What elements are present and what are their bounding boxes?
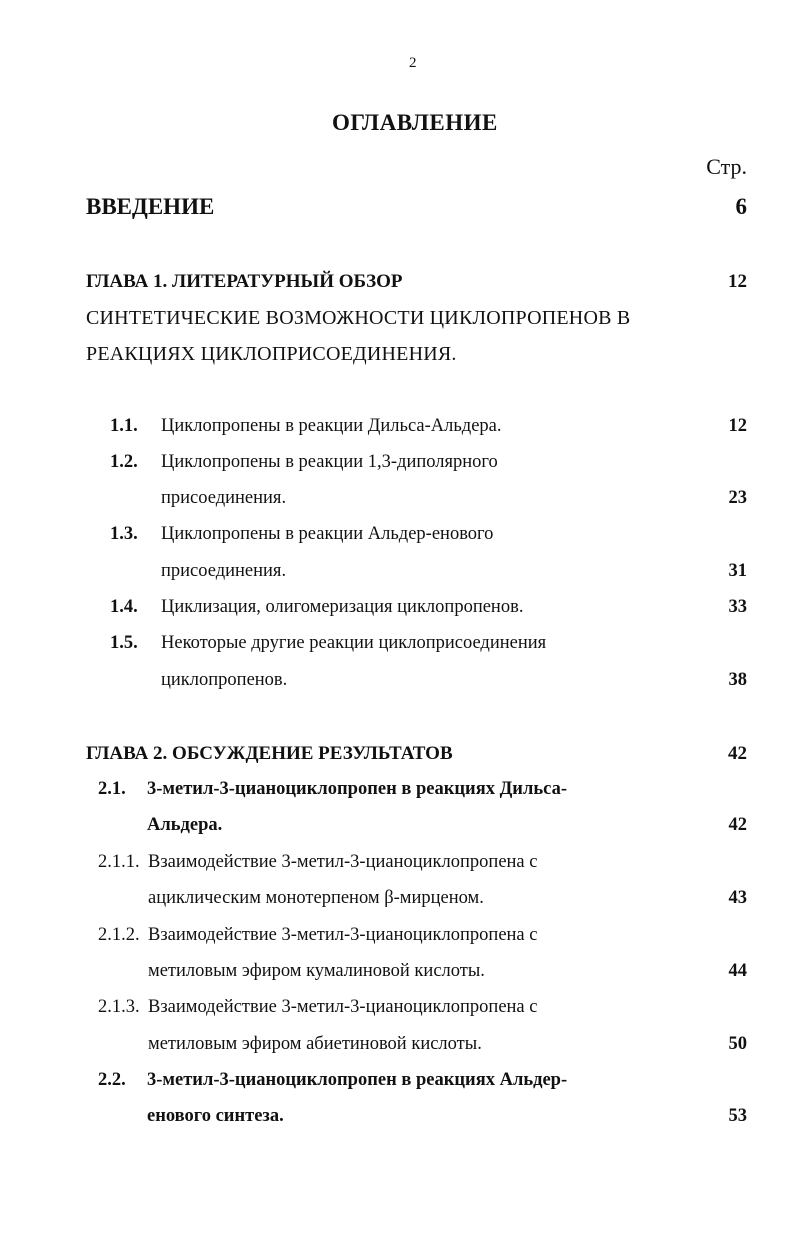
chapter-2-heading: ГЛАВА 2. ОБСУЖДЕНИЕ РЕЗУЛЬТАТОВ: [86, 743, 453, 764]
toc-entry-number: 2.2.: [98, 1070, 126, 1090]
chapter-1-subtitle-line1: СИНТЕТИЧЕСКИЕ ВОЗМОЖНОСТИ ЦИКЛОПРОПЕНОВ В: [86, 307, 631, 329]
toc-entry-title: Взаимодействие 3-метил-3-цианоциклопропена с: [148, 925, 538, 945]
toc-intro-page: 6: [735, 194, 747, 219]
toc-intro-label: ВВЕДЕНИЕ: [86, 194, 215, 219]
page-title: ОГЛАВЛЕНИЕ: [332, 110, 498, 135]
toc-entry-page: 12: [728, 416, 747, 436]
toc-entry-number: 2.1.3.: [98, 997, 140, 1017]
page-number: 2: [409, 55, 417, 71]
toc-entry-title-cont: метиловым эфиром абиетиновой кислоты.: [148, 1034, 482, 1054]
toc-entry-title-cont: присоединения.: [161, 488, 287, 508]
toc-entry-number: 2.1.2.: [98, 925, 140, 945]
toc-entry-title: 3-метил-3-цианоциклопропен в реакциях Альдер-: [147, 1070, 568, 1090]
toc-entry-title-cont: Альдера.: [147, 815, 223, 835]
toc-entry-title: Взаимодействие 3-метил-3-цианоциклопропена с: [148, 997, 538, 1017]
toc-entry-page: 53: [728, 1106, 747, 1126]
toc-entry-title-cont: ациклическим монотерпеном β-мирценом.: [148, 888, 484, 908]
toc-entry-title: Циклопропены в реакции Дильса-Альдера.: [161, 416, 502, 436]
toc-entry-number: 1.3.: [110, 524, 138, 544]
toc-entry-title-cont: присоединения.: [161, 561, 287, 581]
toc-entry-title-cont: енового синтеза.: [147, 1106, 284, 1126]
chapter-2-page: 42: [728, 743, 747, 764]
toc-entry-title-cont: циклопропенов.: [161, 670, 288, 690]
toc-entry-page: 42: [728, 815, 747, 835]
toc-entry-title: 3-метил-3-цианоциклопропен в реакциях Дильса-: [147, 779, 567, 799]
toc-entry-page: 38: [728, 670, 747, 690]
chapter-1-subtitle-line2: РЕАКЦИЯХ ЦИКЛОПРИСОЕДИНЕНИЯ.: [86, 343, 457, 365]
toc-entry-page: 44: [728, 961, 747, 981]
toc-entry-title-cont: метиловым эфиром кумалиновой кислоты.: [148, 961, 485, 981]
toc-entry-page: 23: [728, 488, 747, 508]
toc-entry-number: 1.2.: [110, 452, 138, 472]
toc-entry-page: 33: [728, 597, 747, 617]
toc-entry-title: Циклизация, олигомеризация циклопропенов.: [161, 597, 524, 617]
toc-entry-number: 2.1.1.: [98, 852, 140, 872]
toc-entry-page: 43: [728, 888, 747, 908]
toc-entry-number: 1.4.: [110, 597, 138, 617]
toc-entry-number: 1.5.: [110, 633, 138, 653]
toc-entry-title: Взаимодействие 3-метил-3-цианоциклопропена с: [148, 852, 538, 872]
chapter-1-heading: ГЛАВА 1. ЛИТЕРАТУРНЫЙ ОБЗОР: [86, 271, 403, 292]
toc-entry-number: 1.1.: [110, 416, 138, 436]
toc-entry-page: 31: [728, 561, 747, 581]
toc-entry-title: Циклопропены в реакции 1,3-диполярного: [161, 452, 498, 472]
page-column-header: Стр.: [706, 154, 747, 179]
toc-entry-page: 50: [728, 1034, 747, 1054]
toc-entry-title: Некоторые другие реакции циклоприсоединения: [161, 633, 547, 653]
chapter-1-page: 12: [728, 271, 747, 292]
toc-entry-number: 2.1.: [98, 779, 126, 799]
toc-entry-title: Циклопропены в реакции Альдер-енового: [161, 524, 494, 544]
